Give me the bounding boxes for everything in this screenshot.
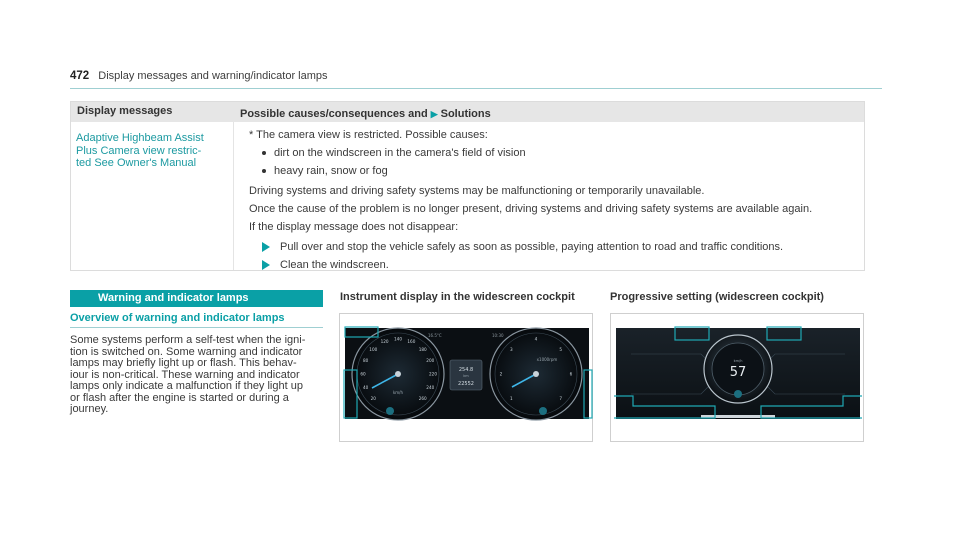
- speedometer-tick-label: 20: [370, 396, 376, 402]
- tachometer-tick-label: 7: [559, 396, 563, 402]
- cause-intro: * The camera view is restricted. Possible causes:: [249, 129, 488, 141]
- speedometer-tick-label: 140: [394, 336, 402, 342]
- solution-step-text: Clean the windscreen.: [280, 259, 389, 271]
- speed-unit-label: km/h: [733, 359, 743, 363]
- solution-step: [262, 259, 389, 271]
- assist-indicator-icon: [539, 407, 547, 415]
- tachometer-tick-label: 6: [569, 371, 573, 377]
- column-divider: [233, 122, 234, 270]
- speedometer-tick-label: 80: [363, 358, 369, 364]
- bullet-icon: [262, 151, 266, 155]
- tachometer-tick-label: 3: [509, 346, 513, 352]
- speedometer-tick-label: 260: [418, 396, 427, 402]
- speedometer-tick-label: 180: [418, 346, 427, 352]
- figure-title-widescreen: Instrument display in the widescreen cockpit: [340, 291, 575, 303]
- cause-bullet-text: heavy rain, snow or fog: [274, 165, 388, 177]
- arrow-right-icon: ▶: [430, 109, 438, 119]
- solution-step: [262, 241, 783, 253]
- tachometer: [490, 328, 582, 420]
- instrument-display-illustration: [340, 314, 594, 443]
- speedometer-tick-label: 240: [426, 384, 435, 390]
- header-rule: [70, 88, 882, 89]
- figure-progressive-setting: [610, 313, 864, 442]
- display-message-table: [70, 101, 865, 271]
- figure-widescreen-cockpit: [339, 313, 593, 442]
- tachometer-tick-label: 1: [509, 396, 513, 402]
- speedometer-tick-label: 160: [407, 339, 416, 345]
- section-title: Warning and indicator lamps: [98, 292, 249, 304]
- speedometer-tick-label: 220: [429, 371, 437, 377]
- table-header: [71, 102, 864, 122]
- tachometer-tick-label: 4: [534, 336, 538, 342]
- display-message-line: Adaptive Highbeam Assist: [76, 132, 204, 144]
- tachometer-tick-label: 2: [499, 371, 503, 377]
- body-line: lamps may briefly light up or flash. This behav-: [70, 357, 297, 369]
- speedometer-tick-label: 100: [369, 346, 378, 352]
- display-message-line: Plus Camera view restric-: [76, 144, 202, 157]
- speedometer-tick-label: 60: [360, 371, 366, 377]
- subsection-rule: [70, 327, 323, 328]
- section-body: [70, 335, 332, 416]
- needle-hub: [533, 371, 539, 377]
- cause-bullet: [262, 147, 526, 159]
- body-line: journey.: [70, 403, 109, 415]
- speed-unit-label: km/h: [392, 390, 404, 395]
- page-number: 472: [70, 70, 90, 82]
- clock-time: 10:30: [492, 333, 504, 338]
- assist-indicator-icon: [386, 407, 394, 415]
- body-line: Some systems perform a self-test when the igni-: [70, 334, 306, 346]
- current-speed: 57: [729, 365, 747, 380]
- page-header-title: Display messages and warning/indicator lamps: [98, 70, 328, 82]
- step-arrow-icon: [262, 260, 270, 270]
- section-title-bar: [70, 290, 323, 307]
- bullet-icon: [262, 169, 266, 173]
- total-distance: 22552: [458, 381, 474, 387]
- body-line: iour is non-critical. These warning and indicator: [70, 368, 300, 381]
- col-header-causes-label: Possible causes/consequences and: [240, 108, 428, 120]
- speedometer-tick-label: 200: [426, 358, 435, 364]
- progressive-display-illustration: [611, 314, 865, 443]
- center-info-panel: [450, 360, 482, 390]
- assist-indicator-icon: [734, 390, 742, 398]
- solution-step-text: Pull over and stop the vehicle safely as soon as possible, paying attention to road and traffic conditions.: [280, 241, 784, 253]
- odometer-value: 254.8: [458, 367, 474, 373]
- persist-text: If the display message does not disappear:: [249, 221, 459, 233]
- figure-title-progressive: Progressive setting (widescreen cockpit): [610, 291, 824, 303]
- body-line: or flash after the engine is started or during a: [70, 391, 289, 404]
- speedometer-tick-label: 40: [363, 384, 369, 390]
- odometer-unit: km: [463, 374, 469, 378]
- display-message-line: ted See Owner's Manual: [76, 157, 197, 169]
- cause-bullet-text: dirt on the windscreen in the camera's field of vision: [274, 147, 526, 159]
- outside-temperature: 16.5°C: [428, 333, 442, 338]
- col-header-solutions-label: Solutions: [440, 108, 491, 120]
- display-message-text: [76, 132, 226, 170]
- speedometer: [352, 328, 444, 420]
- resolution-text: Once the cause of the problem is no longer present, driving systems and driving safety systems are available again.: [249, 203, 813, 215]
- page-header: [70, 70, 328, 82]
- col-header-display-messages: Display messages: [77, 105, 173, 117]
- col-header-causes: [240, 108, 491, 120]
- speedometer-tick-label: 120: [380, 339, 389, 345]
- rpm-unit-label: x1000rpm: [536, 357, 558, 362]
- cause-bullet: [262, 165, 388, 177]
- consequence-text: Driving systems and driving safety systems may be malfunctioning or temporarily unavailable.: [249, 185, 705, 197]
- subsection-title: Overview of warning and indicator lamps: [70, 312, 285, 324]
- body-line: lamps only indicate a malfunction if they light up: [70, 380, 303, 392]
- tachometer-tick-label: 5: [559, 346, 563, 352]
- step-arrow-icon: [262, 242, 270, 252]
- body-line: tion is switched on. Some warning and indicator: [70, 345, 303, 358]
- needle-hub: [395, 371, 401, 377]
